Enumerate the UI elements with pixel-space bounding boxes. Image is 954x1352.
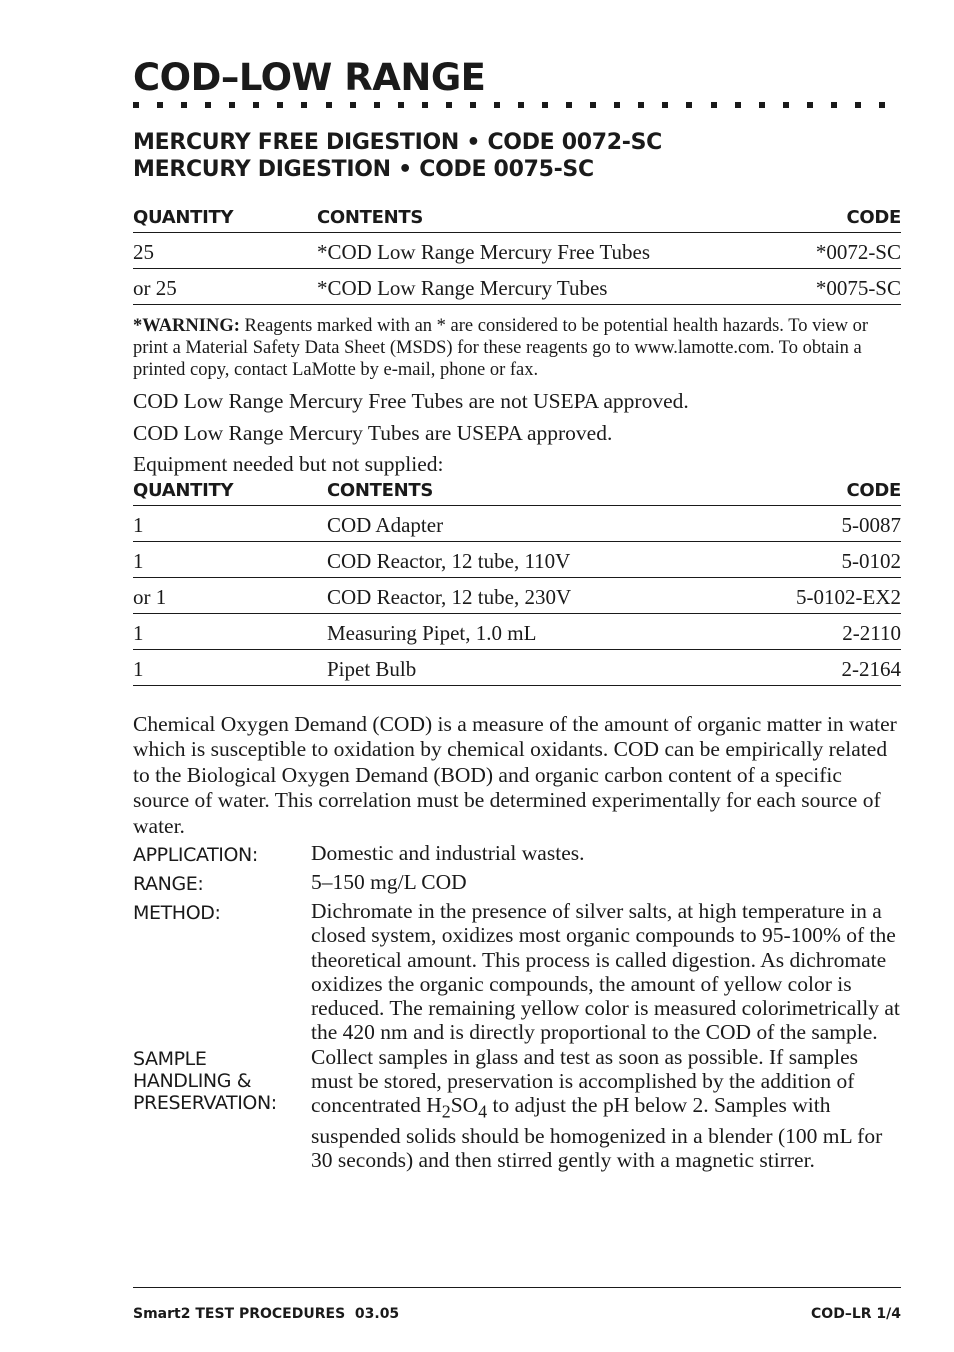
table-header-row [133, 480, 901, 506]
quantity-header: QUANTITY [133, 480, 327, 506]
sample-text: SO [450, 1093, 479, 1118]
page-footer [133, 1306, 901, 1322]
quantity-cell: or 25 [133, 269, 317, 305]
sample-text: to adjust the pH below 2. Samples with suspended solids should be homogenized in a blender (100 mL for 30 seconds) and then stirred gently with a magnetic stirrer. [311, 1093, 883, 1173]
quantity-cell: 1 [133, 541, 327, 577]
method-term: METHOD: [133, 902, 221, 924]
subtitle-line-2: MERCURY DIGESTION • CODE 0075-SC [133, 157, 594, 182]
code-cell: 2-2164 [727, 649, 901, 685]
equipment-intro: Equipment needed but not supplied: [133, 452, 444, 476]
warning-note [133, 315, 901, 381]
warning-text: Reagents marked with an * are considered to be potential health hazards. To view or print a Material Safety Data Sheet (MSDS) for these reagents go to www.lamotte.com. To obtain a printed copy, contact LaMotte by e-mail, phone or fax. [133, 316, 869, 380]
contents-cell: *COD Low Range Mercury Free Tubes [317, 233, 727, 269]
contents-header: CONTENTS [327, 480, 727, 506]
contents-header: CONTENTS [317, 207, 727, 233]
code-cell: 2-2110 [727, 613, 901, 649]
code-cell: *0075-SC [727, 269, 901, 305]
contents-cell: COD Adapter [327, 505, 727, 541]
range-desc: 5–150 mg/L COD [311, 870, 467, 894]
quantity-cell: 1 [133, 649, 327, 685]
quantity-header: QUANTITY [133, 207, 317, 233]
warning-label: *WARNING: [133, 316, 240, 336]
code-cell: *0072-SC [727, 233, 901, 269]
contents-cell: Pipet Bulb [327, 649, 727, 685]
method-desc: Dichromate in the presence of silver salts, at high temperature in a closed system, oxidizes most organic compounds to 95-100% of the theoretical amount. This process is called digestion. As dichromate oxidizes the organic compounds, the amount of yellow color is reduced. The remaining yellow color is measured colorimetrically at the 420 nm and is directly proportional to the COD of the sample. [311, 899, 900, 1045]
table-row [133, 233, 901, 269]
application-row [133, 841, 901, 866]
subscript: 2 [441, 1101, 451, 1122]
dotted-rule [133, 102, 885, 112]
table-row [133, 613, 901, 649]
mercury-free-note: COD Low Range Mercury Free Tubes are not USEPA approved. [133, 389, 689, 413]
sample-handling-term [133, 1045, 311, 1173]
subtitle [133, 129, 901, 183]
code-cell: 5-0102 [727, 541, 901, 577]
table-row [133, 541, 901, 577]
document-page [133, 56, 901, 1173]
reagents-table [133, 207, 901, 305]
range-term: RANGE: [133, 873, 204, 895]
footer-page-number: COD–LR 1/4 [811, 1306, 901, 1322]
code-cell: 5-0102-EX2 [727, 577, 901, 613]
sample-term-line: SAMPLE [133, 1047, 207, 1070]
quantity-cell: or 1 [133, 577, 327, 613]
footer-left: Smart2 TEST PROCEDURES 03.05 [133, 1306, 400, 1322]
sample-handling-row [133, 1045, 901, 1173]
application-desc: Domestic and industrial wastes. [311, 841, 585, 865]
subscript: 4 [478, 1101, 488, 1122]
quantity-cell: 1 [133, 613, 327, 649]
definition-list [133, 841, 901, 1173]
code-cell: 5-0087 [727, 505, 901, 541]
mercury-note: COD Low Range Mercury Tubes are USEPA approved. [133, 420, 613, 445]
contents-cell: COD Reactor, 12 tube, 230V [327, 577, 727, 613]
equipment-table [133, 480, 901, 686]
subtitle-line-1: MERCURY FREE DIGESTION • CODE 0072-SC [133, 130, 662, 155]
method-row [133, 899, 901, 1045]
sample-text: Collect samples in glass and test as soon as possible. If samples must be stored, preservation is accomplished by the addition of concentrated H [311, 1044, 858, 1118]
contents-cell: COD Reactor, 12 tube, 110V [327, 541, 727, 577]
table-row [133, 269, 901, 305]
contents-cell: Measuring Pipet, 1.0 mL [327, 613, 727, 649]
code-header: CODE [727, 480, 901, 506]
footer-rule [133, 1287, 901, 1288]
quantity-cell: 25 [133, 233, 317, 269]
quantity-cell: 1 [133, 505, 327, 541]
page-title: COD–LOW RANGE [133, 56, 486, 99]
application-term: APPLICATION: [133, 844, 258, 866]
sample-term-line: HANDLING & [133, 1069, 252, 1092]
intro-paragraph: Chemical Oxygen Demand (COD) is a measure of the amount of organic matter in water which is susceptible to oxidation by chemical oxidants. COD can be empirically related to the Biological Oxygen Demand (BOD) and organic carbon content of a specific source of water. This correlation must be determined experimentally for each source of water. [133, 711, 897, 838]
table-header-row [133, 207, 901, 233]
code-header: CODE [727, 207, 901, 233]
sample-handling-desc [311, 1045, 901, 1173]
table-row [133, 505, 901, 541]
range-row [133, 870, 901, 895]
contents-cell: *COD Low Range Mercury Tubes [317, 269, 727, 305]
table-row [133, 649, 901, 685]
table-row [133, 577, 901, 613]
sample-term-line: PRESERVATION: [133, 1091, 277, 1114]
